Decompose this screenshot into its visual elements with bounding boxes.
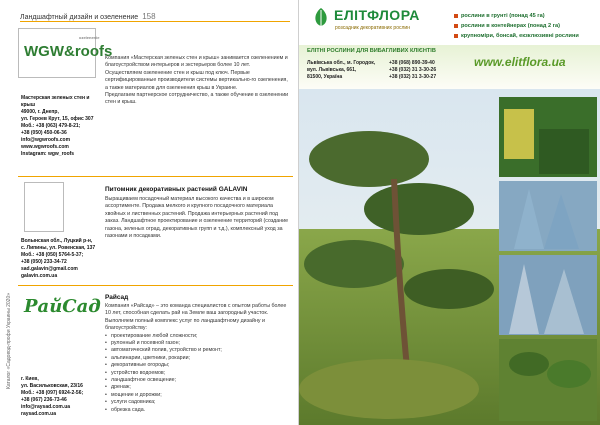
contact-band	[299, 45, 600, 89]
running-header	[20, 10, 290, 22]
leaf-logo-icon	[311, 6, 331, 28]
running-title: Ландшафтный дизайн и озеленение	[20, 14, 139, 21]
square-bullet-icon	[454, 14, 458, 18]
raysad-contacts: г. Киев, ул. Васильковская, 23/16 Моб.: +38 (097) 6924-2-56; +38 (067) 236-73-46 info@raysad.com.ua raysad.com.ua	[21, 376, 101, 418]
page-number: 158	[142, 12, 156, 21]
square-bullet-icon	[454, 34, 458, 38]
list-item: • обрезка сада.	[105, 407, 291, 414]
raysad-description: Компания «Райсад» – это команда специалистов с опытом работы более 10 лет, способная сделать рай на Земле ваш загородный участок. Выполняем полный комплекс услуг по ландшафтному дизайну и благоустройству: • проектирование любой сложности; • рулонный и посевной газон; • автоматический полив, устройство и ремонт; • альпинарии, цветники, рокарии; • декоративные огороды; • устройство водоемов; • ландшафтное освещение; • дренаж; • мощение и дорожки; • услуги садовника; • обрезка сада.	[105, 303, 291, 414]
galavin-email[interactable]: sad.galavin@gmail.com	[21, 266, 78, 272]
left-page	[0, 0, 299, 425]
list-item: • дренаж;	[105, 384, 291, 391]
feature-item: крупноміри, бонсай, екзклюзивні рослини	[454, 33, 579, 39]
entry-galavin	[18, 178, 293, 286]
feature-item: рослини в грунті (понад 45 га)	[454, 13, 545, 19]
feature-item: рослини в контейнерах (понад 2 га)	[454, 23, 560, 29]
brand-bar	[299, 0, 600, 45]
entry-wgw	[18, 25, 293, 177]
list-item: • ландшафтное освещение;	[105, 377, 291, 384]
raysad-logo: РайСад	[18, 290, 96, 326]
list-item: • мощение и дорожки;	[105, 392, 291, 399]
list-item: • услуги садовника;	[105, 399, 291, 406]
brand-tagline: розсадник декоративних рослин	[335, 25, 410, 31]
square-bullet-icon	[454, 24, 458, 28]
raysad-email[interactable]: info@raysad.com.ua	[21, 404, 71, 410]
wgw-description: Компания «Мастерская зеленых стен и крыш» занимается озеленением и благоустройством интерьеров и экстерьеров более 10 лет. Осуществляем озеленение стен и крыш под ключ. Первые сертифицированные производители системы вертикально-го озеленения, а также материалов для озеленения крыш в Украине. Предлагаем партнерское сотрудничество, а также обучение в озеленении стен и крыш.	[105, 55, 289, 106]
list-item: • рулонный и посевной газон;	[105, 340, 291, 347]
list-item: • проектирование любой сложности;	[105, 333, 291, 340]
brand-name: ЕЛІТФЛОРА	[334, 7, 420, 23]
wgw-logo: WGW&roofs ozelenenie	[18, 28, 96, 78]
raysad-services-list	[105, 333, 291, 414]
galavin-website[interactable]: galavin.com.ua	[21, 273, 58, 279]
list-item: • декоративные огороды;	[105, 362, 291, 369]
raysad-website[interactable]: raysad.com.ua	[21, 411, 57, 417]
list-item: • устройство водоемов;	[105, 370, 291, 377]
raysad-name: Райсад	[105, 294, 129, 301]
list-item: • автоматический полив, устройство и ремонт;	[105, 347, 291, 354]
side-caption: Каталог «Садовод-профи Украины 2020»	[6, 292, 12, 390]
wgw-website[interactable]: www.wgwroofs.com	[21, 144, 69, 150]
website-link[interactable]: www.elitflora.ua	[474, 55, 566, 69]
tree-hand-icon	[25, 183, 65, 221]
nursery-photo	[299, 89, 600, 425]
band-heading: ЕЛІТНІ РОСЛИНИ ДЛЯ ВИБАГЛИВИХ КЛІЄНТІВ	[307, 48, 436, 54]
phone-list: +38 (068) 890-39-40 +38 (032) 31 3-30-26 +38 (032) 31 3-30-27	[389, 60, 437, 80]
wgw-email[interactable]: info@wgwroofs.com	[21, 137, 71, 143]
galavin-contacts: Волынская обл., Луцкий р-н, с. Липины, ул. Ровенская, 137 Моб.: +38 (050) 5764-5-37; +38 (050) 233-34-72 sad.galavin@gmail.com galavin.com.ua	[21, 238, 101, 280]
address: Львівська обл., м. Городок, вул. Львівська, 661, 81500, Україна	[307, 60, 376, 80]
wgw-contacts: Мастерская зеленых стен и крыш 49000, г. Днепр, ул. Героев Крут, 15, офис 307 Моб.: +38 (063) 479-8-21; +38 (050) 450-06-36 info@wgwroofs.com www.wgwroofs.com Instagram: wgw_roofs	[21, 95, 101, 158]
galavin-description: Выращиваем посадочный материал высокого качества и в широком ассортименте. Продажа мелкого и крупного посадочного материала хвойных и лиственных растений. Продажа интерьерных растений под заказ. Ландшафтное проектирование и озеленение территорий (создание газона, зеленых оград, декоративных групп и т.д.), комплексный уход за газонами и посадками.	[105, 196, 289, 240]
galavin-name: Питомник декоративных растений GALAVIN	[105, 186, 248, 193]
right-page-ad	[299, 0, 600, 425]
list-item: • альпинарии, цветники, рокарии;	[105, 355, 291, 362]
galavin-logo: GALAVIN	[24, 182, 64, 232]
entry-raysad	[18, 288, 293, 425]
